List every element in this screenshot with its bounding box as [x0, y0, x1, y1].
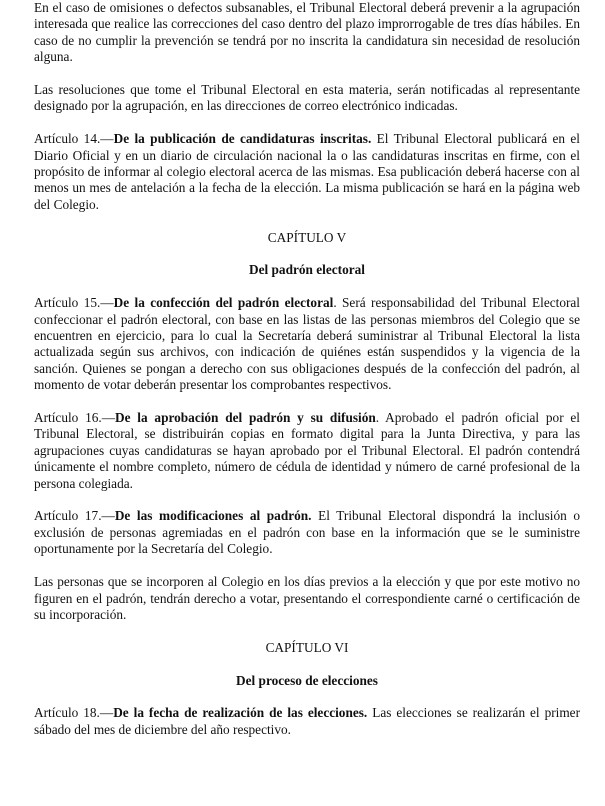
article-17 — [34, 508, 580, 557]
article-15-body: . Será responsabilidad del Tribunal Electoral confeccionar el padrón electoral, con base en las listas de las personas miembros del Colegio que se encuentren en ejercicio, para lo cual la Secretaría deberá suministrar al Tribunal Electoral la lista actualizada según sus archivos, con indicación de quiénes están suspendidos y la vigencia de la sanción. Quienes se pongan a derecho con sus obligaciones después de la confección del padrón, al momento de votar deberán presentar los comprobantes respectivos. — [34, 295, 580, 393]
article-18-prefix: Artículo 18.— — [34, 705, 114, 721]
article-14-prefix: Artículo 14.— — [34, 131, 114, 147]
article-16-title: De la aprobación del padrón y su difusión — [115, 410, 376, 426]
article-17-body: El Tribunal Electoral dispondrá la inclusión o exclusión de personas agremiadas en el padrón con base en la información que se le suministre oportunamente por la Secretaría del Colegio. — [34, 508, 580, 557]
chapter-6-subheading: Del proceso de elecciones — [236, 672, 378, 688]
article-16-body: . Aprobado el padrón oficial por el Tribunal Electoral, se distribuirán copias en formato digital para la Junta Directiva, y para las agrupaciones cuyas candidaturas se hayan aprobado por el Tribunal Electoral. El padrón contendrá únicamente el nombre completo, número de cédula de identidad y número de carné profesional de la persona colegiada. — [34, 410, 580, 491]
article-18 — [34, 705, 580, 738]
paragraph-incorporacion: Las personas que se incorporen al Colegio en los días previos a la elección y que por este motivo no figuren en el padrón, tendrán derecho a votar, presentando el correspondiente carné o certificación de su incorporación. — [34, 574, 580, 622]
article-18-title: De la fecha de realización de las elecciones. — [113, 705, 368, 721]
article-14-body: El Tribunal Electoral publicará en el Diario Oficial y en un diario de circulación nacional la o las candidaturas inscritas en firme, con el propósito de informar al colegio electoral acerca de las mismas. Esa publicación deberá hacerse con al menos un mes de antelación a la fecha de la elección. La misma publicación se hará en la página web del Colegio. — [34, 131, 580, 212]
article-16 — [34, 410, 580, 492]
article-16-prefix: Artículo 16.— — [34, 410, 116, 426]
paragraph-omisiones: En el caso de omisiones o defectos subsanables, el Tribunal Electoral deberá prevenir a la agrupación interesada que realice las correcciones del caso dentro del plazo improrrogable de tres días hábiles. En caso de no cumplir la prevención se tendrá por no inscrita la candidatura sin necesidad de resolución alguna. — [34, 0, 580, 65]
article-15-prefix: Artículo 15.— — [34, 295, 114, 311]
chapter-5-heading: CAPÍTULO V — [267, 229, 347, 245]
paragraph-resoluciones: Las resoluciones que tome el Tribunal Electoral en esta materia, serán notificadas al representante designado por la agrupación, en las direcciones de correo electrónico indicadas. — [34, 82, 580, 114]
chapter-6-heading: CAPÍTULO VI — [265, 639, 349, 655]
article-14-title: De la publicación de candidaturas inscritas. — [113, 131, 372, 147]
article-14 — [34, 131, 580, 213]
article-17-prefix: Artículo 17.— — [34, 508, 115, 524]
chapter-5-subheading: Del padrón electoral — [249, 262, 365, 278]
article-15 — [34, 295, 580, 393]
article-15-title: De la confección del padrón electoral — [113, 295, 334, 311]
article-18-body: Las elecciones se realizarán el primer sábado del mes de diciembre del año respectivo. — [34, 705, 581, 737]
article-17-title: De las modificaciones al padrón. — [114, 508, 312, 524]
document-page — [34, 0, 580, 755]
